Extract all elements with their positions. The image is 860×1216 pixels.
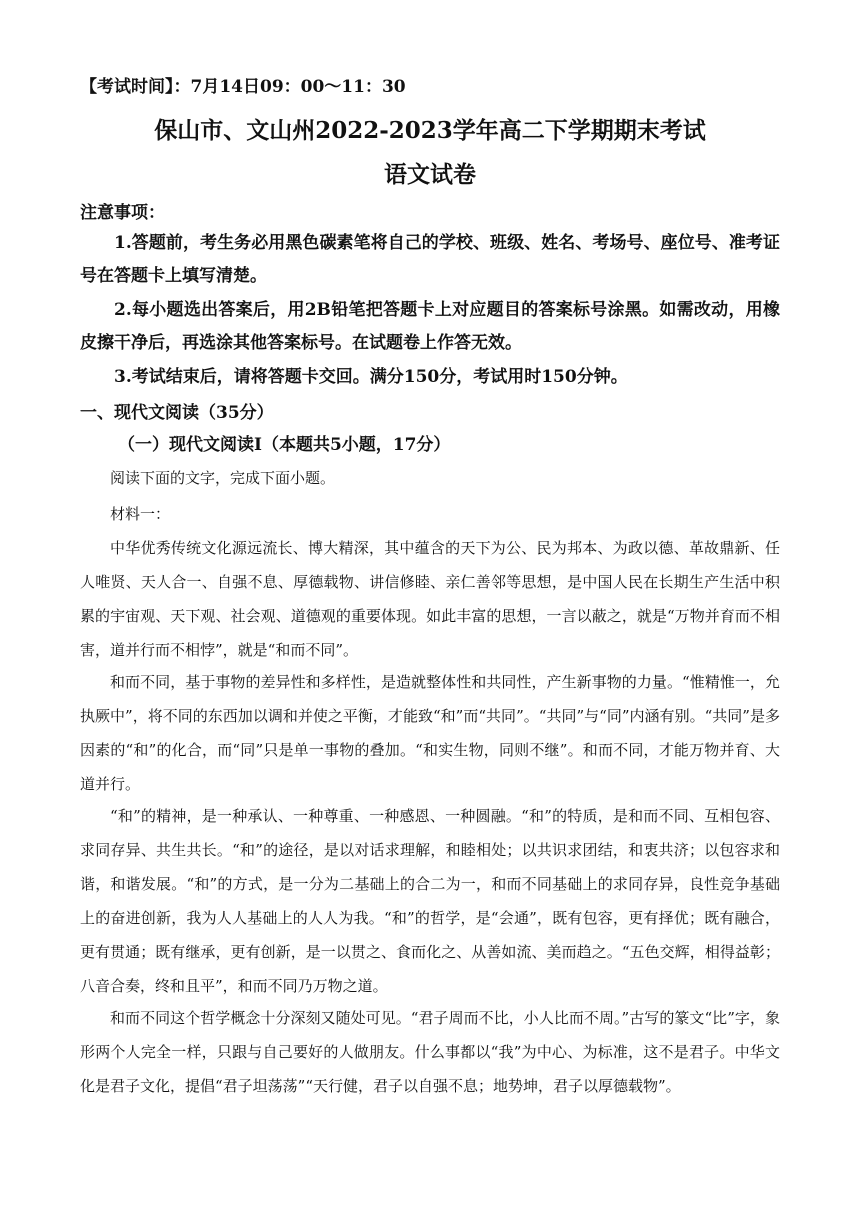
exam-time: 【考试时间】：7月14日09：00～11：30 <box>80 77 406 97</box>
paragraph-3: “和”的精神，是一种承认、一种尊重、一种感恩、一种圆融。“和”的特质，是和而不同、互相包容、求同存异、共生共长。“和”的途径，是以对话求理解，和睦相处；以共识求团结，和衷共济；以包容求和谐，和谐发展。“和”的方式，是一分为二基础上的合二为一，和而不同基础上的求同存异，良性竞争基础上的奋进创新，我为人人基础上的人人为我。“和”的哲学，是“会通”，既有包容，更有择优；既有融合，更有贯通；既有继承，更有创新，是一以贯之、食而化之、从善如流、美而趋之。“五色交辉，相得益彰；八音合奏，终和且平”，和而不同乃万物之道。 <box>80 807 780 995</box>
exam-subtitle: 语文试卷 <box>384 161 476 188</box>
notice-item-3: 3.考试结束后，请将答题卡交回。满分150分，考试用时150分钟。 <box>114 367 628 387</box>
material-label: 材料一： <box>110 505 171 523</box>
notice-heading: 注意事项： <box>80 203 165 223</box>
subsection-heading: （一）现代文阅读Ⅰ（本题共5小题，17分） <box>118 435 451 455</box>
section-heading: 一、现代文阅读（35分） <box>80 403 274 423</box>
exam-title: 保山市、文山州2022-2023学年高二下学期期末考试 <box>154 117 706 144</box>
paragraph-1: 中华优秀传统文化源远流长、博大精深，其中蕴含的天下为公、民为邦本、为政以德、革故鼎新、任人唯贤、天人合一、自强不息、厚德载物、讲信修睦、亲仁善邻等思想，是中国人民在长期生产生活中积累的宇宙观、天下观、社会观、道德观的重要体现。如此丰富的思想，一言以蔽之，就是“万物并育而不相害，道并行而不相悖”，就是“和而不同”。 <box>80 539 780 659</box>
notice-item-2: 2.每小题选出答案后，用2B铅笔把答题卡上对应题目的答案标号涂黑。如需改动，用橡皮擦干净后，再选涂其他答案标号。在试题卷上作答无效。 <box>80 300 780 353</box>
reading-instruction: 阅读下面的文字，完成下面小题。 <box>110 469 336 487</box>
paragraph-2: 和而不同，基于事物的差异性和多样性，是造就整体性和共同性，产生新事物的力量。“惟精惟一，允执厥中”，将不同的东西加以调和并使之平衡，才能致“和”而“共同”。“共同”与“同”内涵有别。“共同”是多因素的“和”的化合，而“同”只是单一事物的叠加。“和实生物，同则不继”。和而不同，才能万物并育、大道并行。 <box>80 673 780 793</box>
paragraph-4: 和而不同这个哲学概念十分深刻又随处可见。“君子周而不比，小人比而不周。”古写的篆文“比”字，象形两个人完全一样，只跟与自己要好的人做朋友。什么事都以“我”为中心、为标准，这不是君子。中华文化是君子文化，提倡“君子坦荡荡”“天行健，君子以自强不息；地势坤，君子以厚德载物”。 <box>80 1009 780 1095</box>
notice-item-1: 1.答题前，考生务必用黑色碳素笔将自己的学校、班级、姓名、考场号、座位号、准考证号在答题卡上填写清楚。 <box>80 233 780 286</box>
